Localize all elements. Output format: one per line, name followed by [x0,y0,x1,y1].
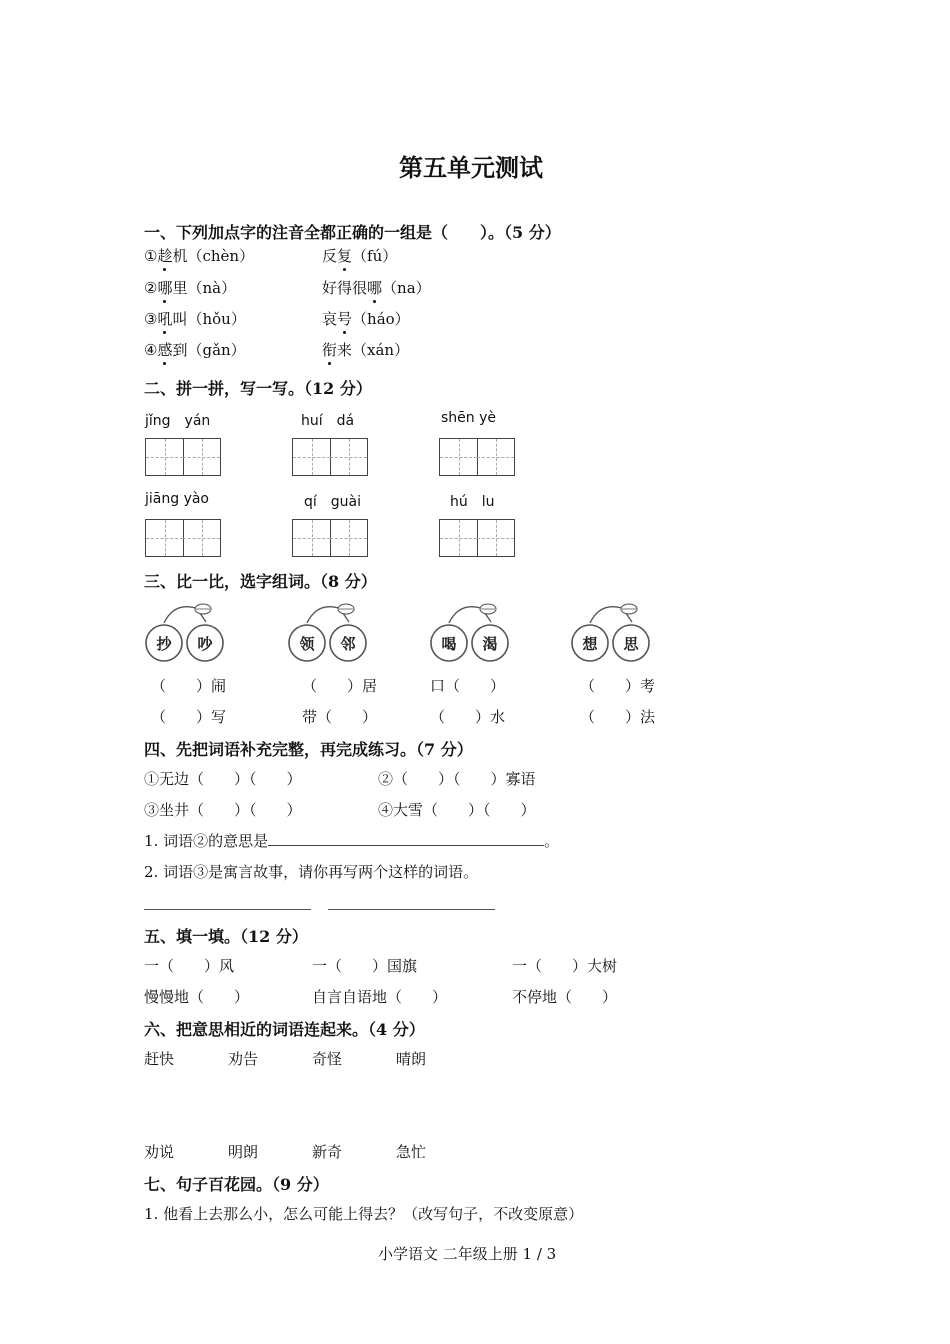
q7-sub1: 1. 他看上去那么小，怎么可能上得去？（改写句子，不改变原意） [144,1205,584,1223]
idiom-item: ③坐井（ ）（ ） [144,801,302,819]
match-word-bottom[interactable]: 明朗 [228,1143,259,1161]
cherry-icon [570,600,660,668]
q1-option-b [322,277,431,298]
pinyin-label: qí guài [304,494,362,510]
dotted-char: 哪 [157,279,173,297]
match-word-top[interactable]: 赶快 [144,1050,175,1068]
q6-heading: 六、把意思相近的词语连起来。（4 分） [144,1020,425,1039]
pinyin-label: hú lu [450,494,495,510]
match-word-bottom[interactable]: 新奇 [312,1143,343,1161]
text: 来（xán） [337,341,410,359]
match-word-bottom[interactable]: 急忙 [396,1143,427,1161]
match-word-top[interactable]: 晴朗 [396,1050,427,1068]
option-number: ③ [144,310,158,328]
word-fill-item: （ ）法 [580,708,656,726]
pinyin-label: huí dá [301,413,355,429]
q1-heading: 一、下列加点字的注音全都正确的一组是（ ）。（5 分） [144,223,561,242]
q2-heading: 二、拼一拼，写一写。（12 分） [144,379,372,398]
q7-heading: 七、句子百花园。（9 分） [144,1175,329,1194]
word-fill-item: 带（ ） [302,708,378,726]
q1-option-a [144,339,246,360]
q4-heading: 四、先把词语补充完整，再完成练习。（7 分） [144,740,473,759]
dotted-char: 哪 [367,279,383,297]
fill-item: 一（ ）国旗 [312,957,418,975]
q4-sub1-text: 1. 词语②的意思是 [144,832,269,850]
cherry-stem [449,607,481,623]
word-fill-item: （ ）居 [302,677,378,695]
answer-line[interactable] [144,909,311,910]
fill-item: 慢慢地（ ） [144,988,250,1006]
writing-grid-box[interactable] [439,519,515,557]
idiom-item: ④大雪（ ）（ ） [378,801,536,819]
cherry-char-right: 邻 [340,635,356,653]
cherry-char-right: 吵 [197,635,213,653]
text: 机（chèn） [172,247,255,265]
fill-item: 一（ ）风 [144,957,235,975]
text: （na） [382,279,431,297]
pinyin-label: jiāng yào [145,491,209,507]
option-number: ② [144,279,158,297]
cherry-stem [590,607,622,623]
page-title: 第五单元测试 [399,153,543,182]
q1-option-a [144,308,246,329]
cherry-icon [287,600,377,668]
cherry-stem [307,607,339,623]
pinyin-label: jǐng yán [145,413,211,429]
writing-grid-box[interactable] [439,438,515,476]
word-fill-item: 口（ ） [430,677,506,695]
q1-option-b [322,339,409,360]
cherry-char-right: 渴 [482,635,498,653]
answer-line[interactable] [268,831,544,846]
q4-sub2: 2. 词语③是寓言故事，请你再写两个这样的词语。 [144,863,479,881]
answer-line[interactable] [328,909,495,910]
text: 反 [322,247,338,265]
fill-item: 自言自语地（ ） [312,988,448,1006]
idiom-item: ①无边（ ）（ ） [144,770,302,788]
word-fill-item: （ ）水 [430,708,506,726]
page-footer: 小学语文 二年级上册 1 / 3 [378,1245,557,1263]
pinyin-label: shēn yè [441,410,497,426]
q1-option-b [322,308,410,329]
option-number: ④ [144,341,158,359]
text: 里（nà） [172,279,237,297]
dotted-char: 吼 [157,310,173,328]
fill-item: 一（ ）大树 [512,957,618,975]
word-fill-item: （ ）考 [580,677,656,695]
dotted-char: 衔 [322,341,338,359]
q4-sub1 [144,830,559,851]
text: （háo） [352,310,410,328]
cherry-char-left: 想 [582,635,598,653]
word-fill-item: （ ）写 [151,708,227,726]
idiom-item: ②（ ）（ ）寡语 [378,770,536,788]
match-word-bottom[interactable]: 劝说 [144,1143,175,1161]
match-word-top[interactable]: 奇怪 [312,1050,343,1068]
q4-sub1-end: 。 [544,832,560,850]
q1-option-a [144,277,236,298]
writing-grid-box[interactable] [145,519,221,557]
text: 哀 [322,310,338,328]
cherry-icon [429,600,519,668]
cherry-char-left: 抄 [156,635,172,653]
word-fill-item: （ ）闹 [151,677,227,695]
text: 好得很 [322,279,368,297]
text: 叫（hǒu） [172,310,246,328]
dotted-char: 感 [157,341,173,359]
q1-option-a [144,245,254,266]
dotted-char: 复 [337,247,353,265]
dotted-char: 趁 [157,247,173,265]
match-word-top[interactable]: 劝告 [228,1050,259,1068]
text: 到（gǎn） [172,341,246,359]
cherry-char-right: 思 [623,635,639,653]
fill-item: 不停地（ ） [512,988,618,1006]
cherry-stem [164,607,196,623]
cherry-char-left: 领 [299,635,315,653]
option-number: ① [144,247,158,265]
q3-heading: 三、比一比，选字组词。（8 分） [144,572,377,591]
writing-grid-box[interactable] [292,519,368,557]
cherry-char-left: 喝 [441,635,457,653]
q1-option-b [322,245,397,266]
dotted-char: 号 [337,310,353,328]
q5-heading: 五、填一填。（12 分） [144,927,308,946]
cherry-icon [144,600,234,668]
writing-grid-box[interactable] [145,438,221,476]
text: （fú） [352,247,398,265]
writing-grid-box[interactable] [292,438,368,476]
